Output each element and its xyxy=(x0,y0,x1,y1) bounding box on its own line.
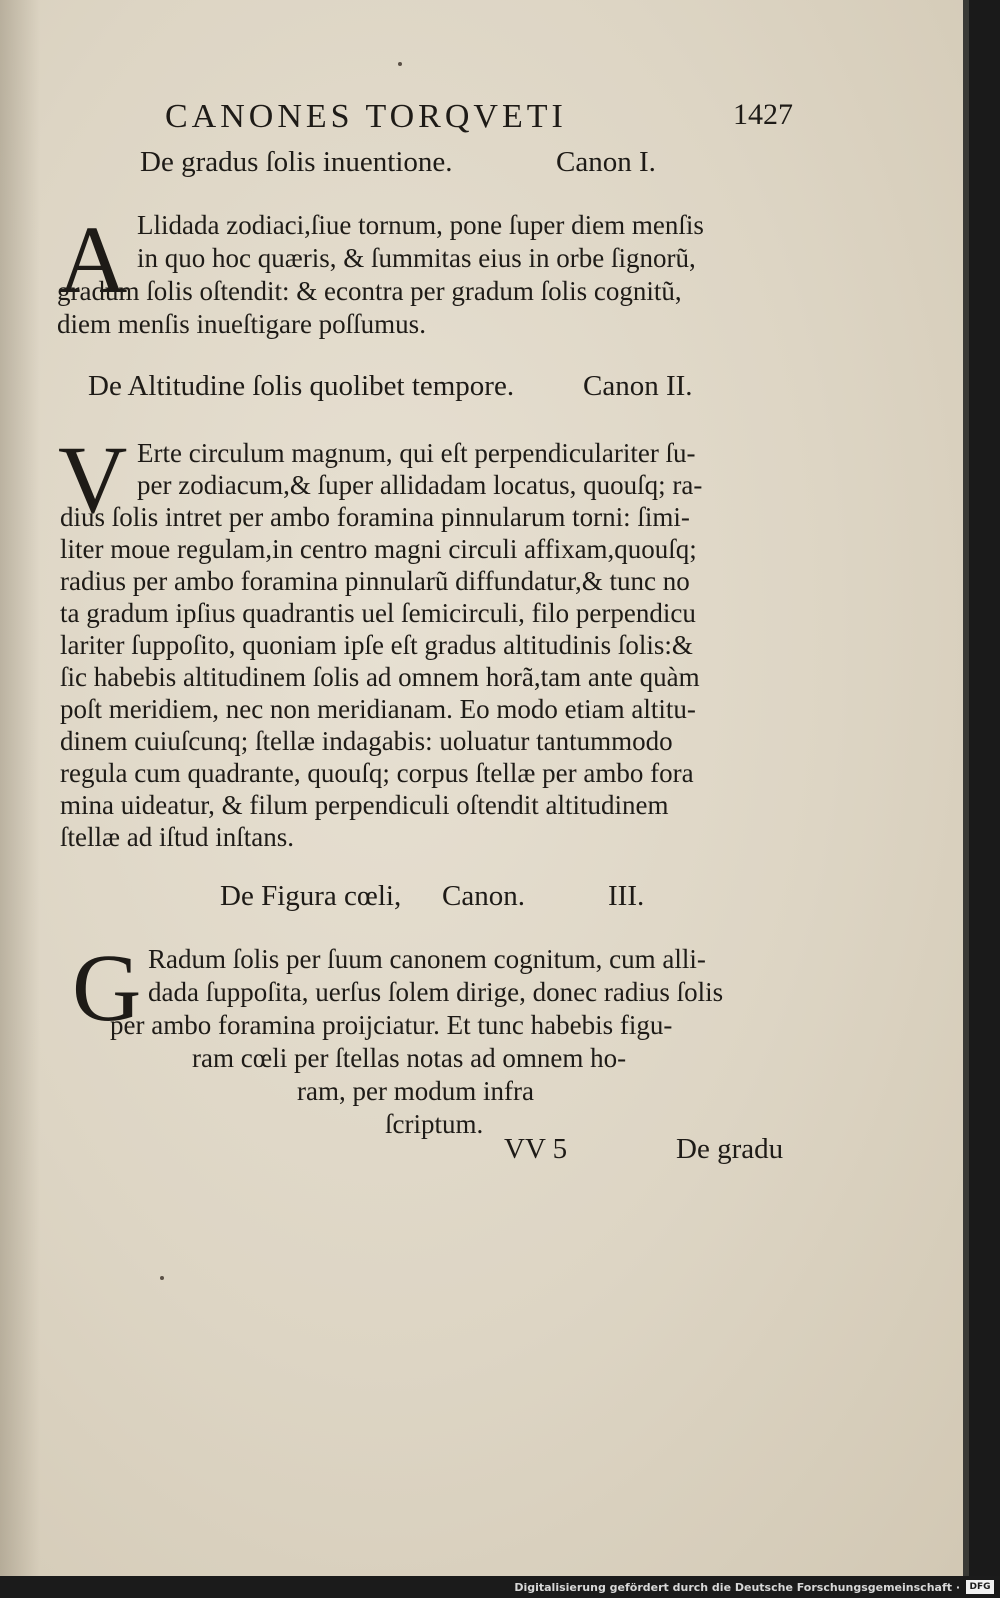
section1-heading: De gradus ſolis inuentione. xyxy=(140,146,453,178)
paragraph-line: Erte circulum magnum, qui eſt perpendiculariter ſu- xyxy=(137,438,696,468)
paragraph-line: dinem cuiuſcunq; ſtellæ indagabis: uoluatur tantummodo xyxy=(60,726,673,756)
paragraph-line: Radum ſolis per ſuum canonem cognitum, cum alli- xyxy=(148,944,706,974)
section1-dropcap: A xyxy=(58,206,128,313)
section3-heading: De Figura cœli, xyxy=(220,880,402,912)
paragraph-line: gradum ſolis oſtendit: & econtra per gradum ſolis cognitũ, xyxy=(57,276,682,306)
paragraph-line: diem menſis inueſtigare poſſumus. xyxy=(57,309,426,339)
running-title: CANONES TORQVETI xyxy=(165,98,567,135)
paragraph-line: poſt meridiem, nec non meridianam. Eo modo etiam altitu- xyxy=(60,694,696,724)
page-number: 1427 xyxy=(733,98,793,131)
paragraph-line: ram, per modum infra xyxy=(297,1076,534,1106)
section3-dropcap: G xyxy=(72,934,142,1041)
dfg-logo-icon: DFG xyxy=(966,1580,994,1594)
paragraph-line: ſcriptum. xyxy=(385,1109,484,1139)
paragraph-line: regula cum quadrante, quouſq; corpus ſtellæ per ambo fora xyxy=(60,758,694,788)
section3-canon: Canon. xyxy=(442,880,525,912)
paragraph-line: mina uideatur, & filum perpendiculi oſtendit altitudinem xyxy=(60,790,669,820)
paragraph-line: ta gradum ipſius quadrantis uel ſemicirculi, filo perpendicu xyxy=(60,598,696,628)
paragraph-line: radius per ambo foramina pinnularũ diffundatur,& tunc no xyxy=(60,566,690,596)
paragraph-line: lariter ſuppoſito, quoniam ipſe eſt gradus altitudinis ſolis:& xyxy=(60,630,693,660)
signature-mark: VV 5 xyxy=(504,1133,568,1165)
paragraph-line: ſtellæ ad iſtud inſtans. xyxy=(60,822,294,852)
paragraph-line: in quo hoc quæris, & ſummitas eius in orbe ſignorũ, xyxy=(137,243,696,273)
catchword: De gradu xyxy=(676,1133,784,1165)
section3-number: III. xyxy=(608,880,645,912)
section2-dropcap: V xyxy=(58,426,128,533)
paragraph-line: dada ſuppoſita, uerſus ſolem dirige, donec radius ſolis xyxy=(148,977,724,1007)
paragraph-line: liter moue regulam,in centro magni circuli affixam,quouſq; xyxy=(60,534,697,564)
paragraph-line: per zodiacum,& ſuper allidadam locatus, quouſq; ra- xyxy=(137,470,703,500)
section1-canon: Canon I. xyxy=(556,146,656,178)
scan-credit-text: Digitalisierung gefördert durch die Deutsche Forschungsgemeinschaft · xyxy=(514,1581,960,1594)
section2-heading: De Altitudine ſolis quolibet tempore. xyxy=(88,370,515,402)
section2-canon: Canon II. xyxy=(583,370,693,402)
paragraph-line: dius ſolis intret per ambo foramina pinnularum torni: ſimi- xyxy=(60,502,690,532)
ink-spot xyxy=(398,62,402,66)
paragraph-line: Llidada zodiaci,ſiue tornum, pone ſuper diem menſis xyxy=(137,210,704,240)
paragraph-line: per ambo foramina proijciatur. Et tunc habebis figu- xyxy=(110,1010,673,1040)
paragraph-line: ram cœli per ſtellas notas ad omnem ho- xyxy=(192,1043,627,1073)
paragraph-line: ſic habebis altitudinem ſolis ad omnem horã,tam ante quàm xyxy=(60,662,700,692)
ink-spot xyxy=(160,1276,164,1280)
